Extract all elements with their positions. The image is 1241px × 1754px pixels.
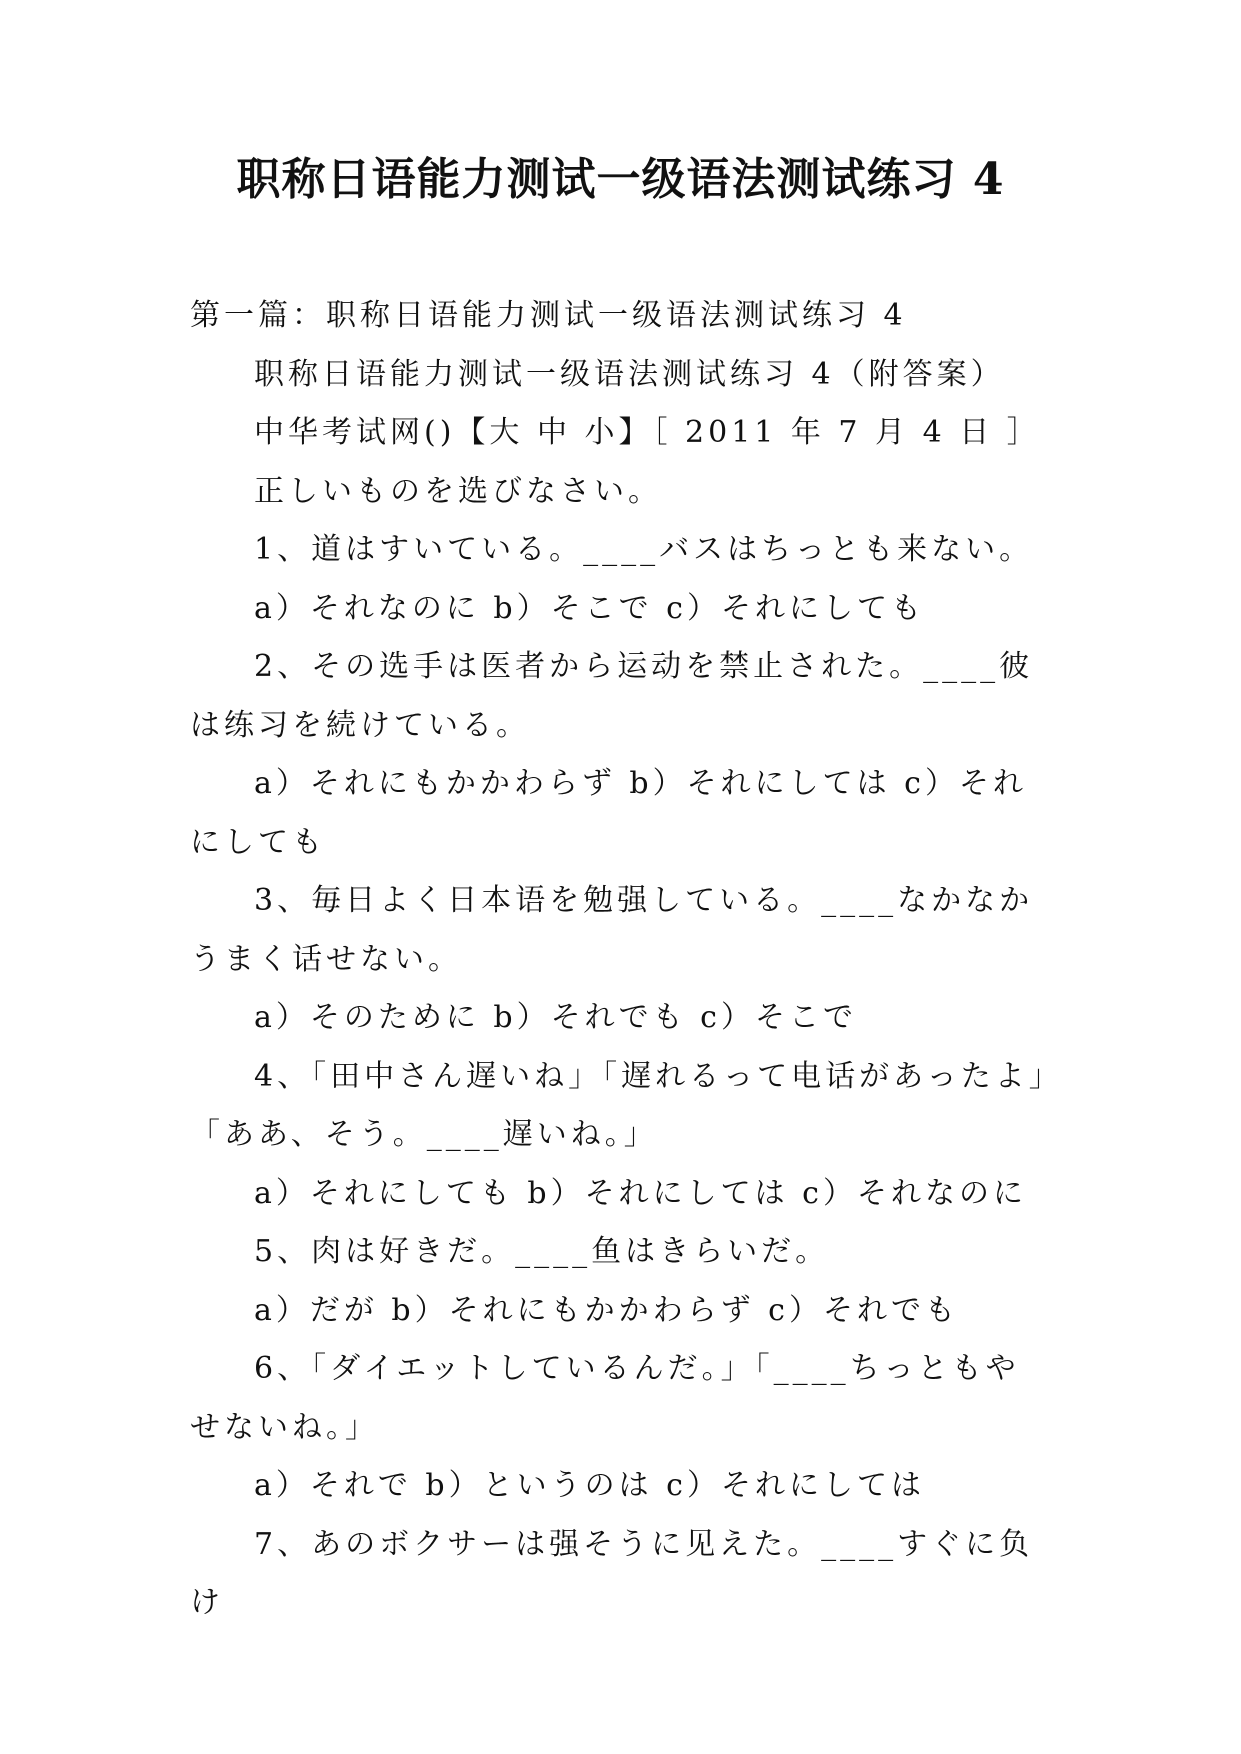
- question-3: 3、毎日よく日本语を勉强している。____なかなかうまく话せない。: [190, 883, 1034, 977]
- question-1: 1、道はすいている。____バスはちっとも来ない。: [254, 532, 1034, 567]
- options-2: a）それにもかかわらず b）それにしては c）それにしても: [190, 766, 1027, 860]
- options-4: a）それにしても b）それにしては c）それなのに: [254, 1175, 1027, 1211]
- options-1: a）それなのに b）そこで c）それにしても: [254, 590, 925, 626]
- instruction-text: 正しいものを选びなさい。: [254, 473, 662, 509]
- options-5: a）だが b）それにもかかわらず c）それでも: [254, 1292, 959, 1328]
- question-6: 6、「ダイエットしているんだ。」「____ちっともやせないね。」: [190, 1351, 1020, 1445]
- question-4: 4、「田中さん遅いね」「遅れるって电话があったよ」「ああ、そう。____遅いね。」: [190, 1058, 1048, 1152]
- article-subtitle: 职称日语能力测试一级语法测试练习 4（附答案）: [254, 356, 1005, 392]
- options-3: a）そのために b）それでも c）そこで: [254, 1000, 857, 1035]
- source-line: 中华考试网()【大 中 小】［ 2011 年 7 月 4 日 ］: [254, 415, 1041, 450]
- question-5: 5、肉は好きだ。____鱼はきらいだ。: [254, 1234, 830, 1269]
- options-6: a）それで b）というのは c）それにしては: [254, 1468, 925, 1503]
- question-7: 7、あのボクサーは强そうに见えた。____すぐに负け: [190, 1526, 1034, 1620]
- question-2: 2、その选手は医者から运动を禁止された。____彼は练习を続けている。: [190, 649, 1034, 743]
- document-title: 职称日语能力测试一级语法测试练习 4: [236, 154, 1005, 205]
- section-heading: 第一篇：职称日语能力测试一级语法测试练习 4: [190, 298, 907, 333]
- document-body: [190, 287, 1052, 1633]
